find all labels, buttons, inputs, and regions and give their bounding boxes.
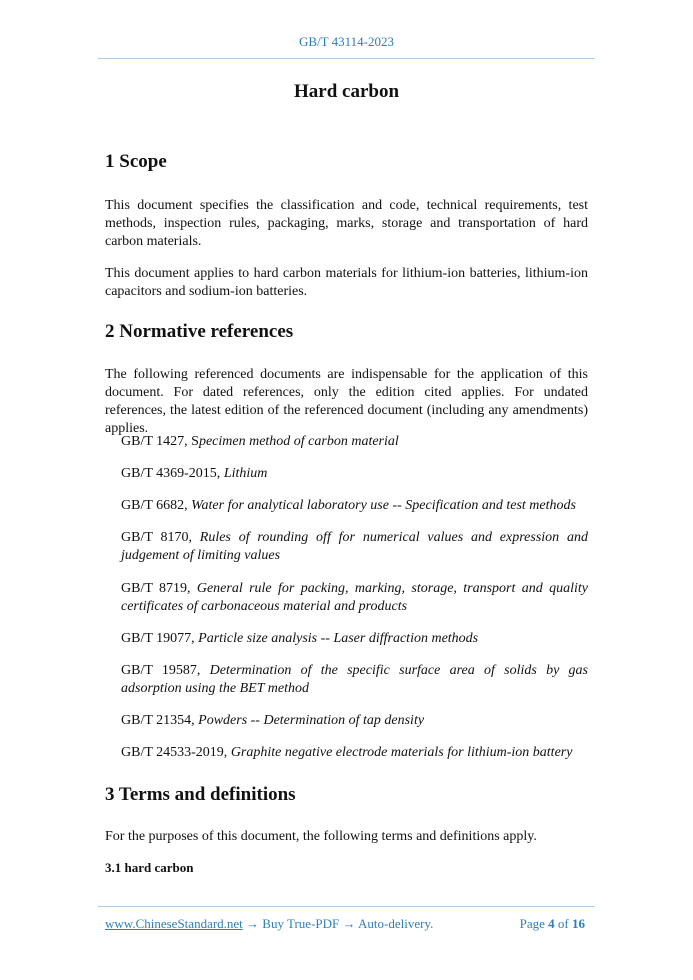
section-heading-normative-references: 2 Normative references	[105, 321, 294, 342]
reference-item	[121, 465, 588, 483]
paragraph: For the purposes of this document, the following terms and definitions apply.	[105, 829, 537, 844]
footer-divider	[98, 906, 595, 907]
reference-title: Determination of the specific surface area of solids by gas adsorption using the BET method	[121, 663, 589, 696]
reference-code: GB/T 6682,	[121, 498, 192, 513]
reference-code: GB/T 8719,	[121, 581, 197, 596]
reference-title: pecimen method of carbon material	[198, 434, 399, 449]
reference-code: GB/T 4369-2015,	[121, 466, 224, 481]
reference-title: Particle size analysis -- Laser diffraction methods	[198, 631, 479, 646]
page-label: Page	[519, 916, 545, 931]
reference-title: Graphite negative electrode materials for lithium-ion battery	[230, 745, 573, 760]
header-divider	[98, 58, 595, 59]
paragraph: This document applies to hard carbon materials for lithium-ion batteries, lithium-ion capacitors and sodium-ion batteries.	[105, 266, 588, 299]
section-heading-scope: 1 Scope	[105, 151, 167, 172]
paragraph: This document specifies the classification and code, technical requirements, test methods, inspection rules, packaging, marks, storage and transportation of hard carbon materials.	[105, 198, 588, 249]
reference-code: GB/T 8170,	[121, 530, 200, 545]
reference-item	[121, 744, 588, 762]
reference-item	[121, 662, 588, 698]
total-pages: 16	[572, 916, 585, 931]
reference-title: Rules of rounding off for numerical values and expression and judgement of limiting values	[121, 530, 588, 563]
paragraph: The following referenced documents are indispensable for the application of this document. For dated references, only the edition cited applies. For undated references, the latest edition of the referenced document (including any amendments) applies.	[105, 367, 588, 436]
reference-item	[121, 497, 588, 515]
reference-code: GB/T 21354,	[121, 713, 199, 728]
reference-code: GB/T 24533-2019,	[121, 745, 231, 760]
reference-title: Lithium	[223, 466, 268, 481]
reference-item	[121, 712, 588, 730]
reference-code: GB/T 19077,	[121, 631, 199, 646]
reference-item	[121, 580, 588, 616]
reference-title: Powders -- Determination of tap density	[198, 713, 425, 728]
page-number	[520, 916, 585, 932]
reference-code: GB/T 19587,	[121, 663, 210, 678]
footer-promo-text: → Buy True-PDF → Auto-delivery.	[242, 916, 434, 931]
current-page: 4	[548, 916, 555, 931]
reference-item	[121, 529, 588, 565]
reference-item	[121, 630, 588, 648]
section-heading-terms: 3 Terms and definitions	[105, 784, 296, 805]
reference-title: General rule for packing, marking, storage, transport and quality certificates of carbonaceous material and products	[121, 581, 588, 614]
header-standard-code: GB/T 43114-2023	[299, 34, 394, 49]
of-label: of	[557, 916, 569, 931]
reference-item	[121, 433, 588, 451]
reference-title: Water for analytical laboratory use -- Specification and test methods	[191, 498, 576, 513]
footer-promo	[105, 916, 433, 932]
reference-code: GB/T 1427, S	[121, 434, 199, 449]
subsection-heading: 3.1 hard carbon	[105, 860, 194, 875]
site-link[interactable]: www.ChineseStandard.net	[105, 916, 243, 931]
document-title: Hard carbon	[293, 81, 400, 102]
